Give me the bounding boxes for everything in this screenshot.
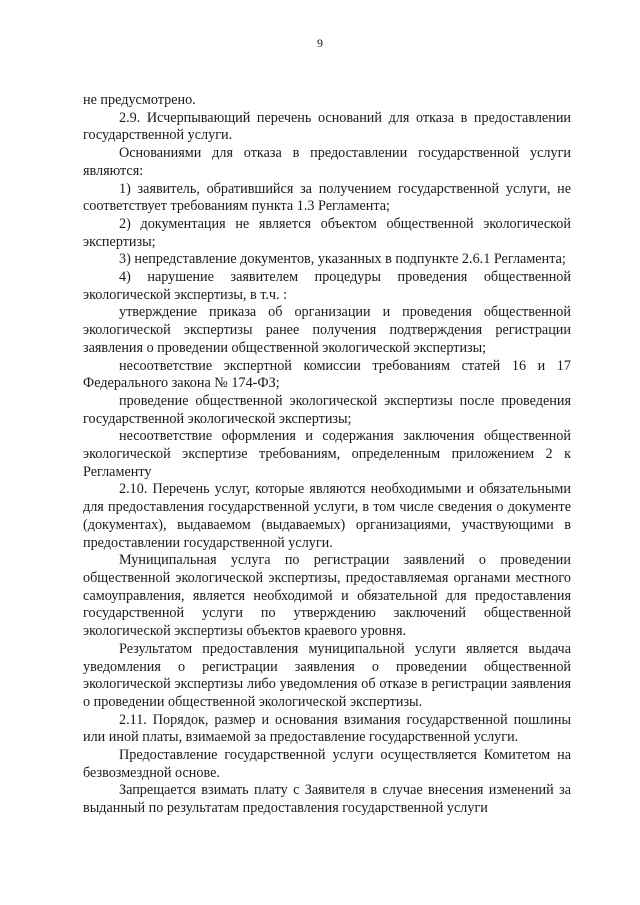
document-body	[83, 92, 571, 818]
sub-list-item: проведение общественной экологической экспертизы после проведения государственной экологической экспертизы;	[83, 392, 571, 427]
paragraph: Муниципальная услуга по регистрации заявлений о проведении общественной экологической экспертизы, предоставляемая органами местного самоуправления, является необходимой и обязательной для предоставления государственной услуги по утверждению заключений общественной экологической экспертизы объектов краевого уровня.	[83, 552, 571, 640]
page-number: 9	[317, 36, 323, 50]
section-heading-2-10: 2.10. Перечень услуг, которые являются необходимыми и обязательными для предоставления государственной услуги, в том числе сведения о документе (документах), выдаваемом (выдаваемых) организациями, участвующими в предоставлении государственной услуги.	[83, 481, 571, 551]
sub-list-item: утверждение приказа об организации и проведения общественной экологической экспертизы ранее получения подтверждения регистрации заявления о проведении общественной экологической экспертизы;	[83, 304, 571, 356]
list-item: 1) заявитель, обратившийся за получением государственной услуги, не соответствует требованиям пункта 1.3 Регламента;	[83, 180, 571, 215]
paragraph: Результатом предоставления муниципальной услуги является выдача уведомления о регистрации заявления о проведении общественной экологической экспертизы либо уведомления об отказе в регистрации заявления о проведении общественной экологической экспертизы.	[83, 640, 571, 710]
sub-list-item: несоответствие оформления и содержания заключения общественной экологической экспертизе требованиям, определенным приложением 2 к Регламенту	[83, 428, 571, 480]
paragraph: не предусмотрено.	[83, 92, 196, 108]
paragraph: Предоставление государственной услуги осуществляется Комитетом на безвозмездной основе.	[83, 747, 571, 781]
paragraph: Запрещается взимать плату с Заявителя в случае внесения изменений за выданный по результатам предоставления государственной услуги	[83, 782, 571, 817]
list-item: 2) документация не является объектом общественной экологической экспертизы;	[83, 215, 571, 250]
list-item: 4) нарушение заявителем процедуры проведения общественной экологической экспертизы, в т.ч. :	[83, 269, 571, 303]
sub-list-item: несоответствие экспертной комиссии требованиям статей 16 и 17 Федерального закона № 174-ФЗ;	[83, 357, 571, 392]
section-heading-2-11: 2.11. Порядок, размер и основания взимания государственной пошлины или иной платы, взимаемой за предоставление государственной услуги.	[83, 711, 571, 746]
list-item: 3) непредставление документов, указанных в подпункте 2.6.1 Регламента;	[119, 251, 566, 268]
section-heading-2-9: 2.9. Исчерпывающий перечень оснований для отказа в предоставлении государственной услуги.	[83, 109, 571, 144]
paragraph: Основаниями для отказа в предоставлении государственной услуги являются:	[83, 145, 571, 179]
